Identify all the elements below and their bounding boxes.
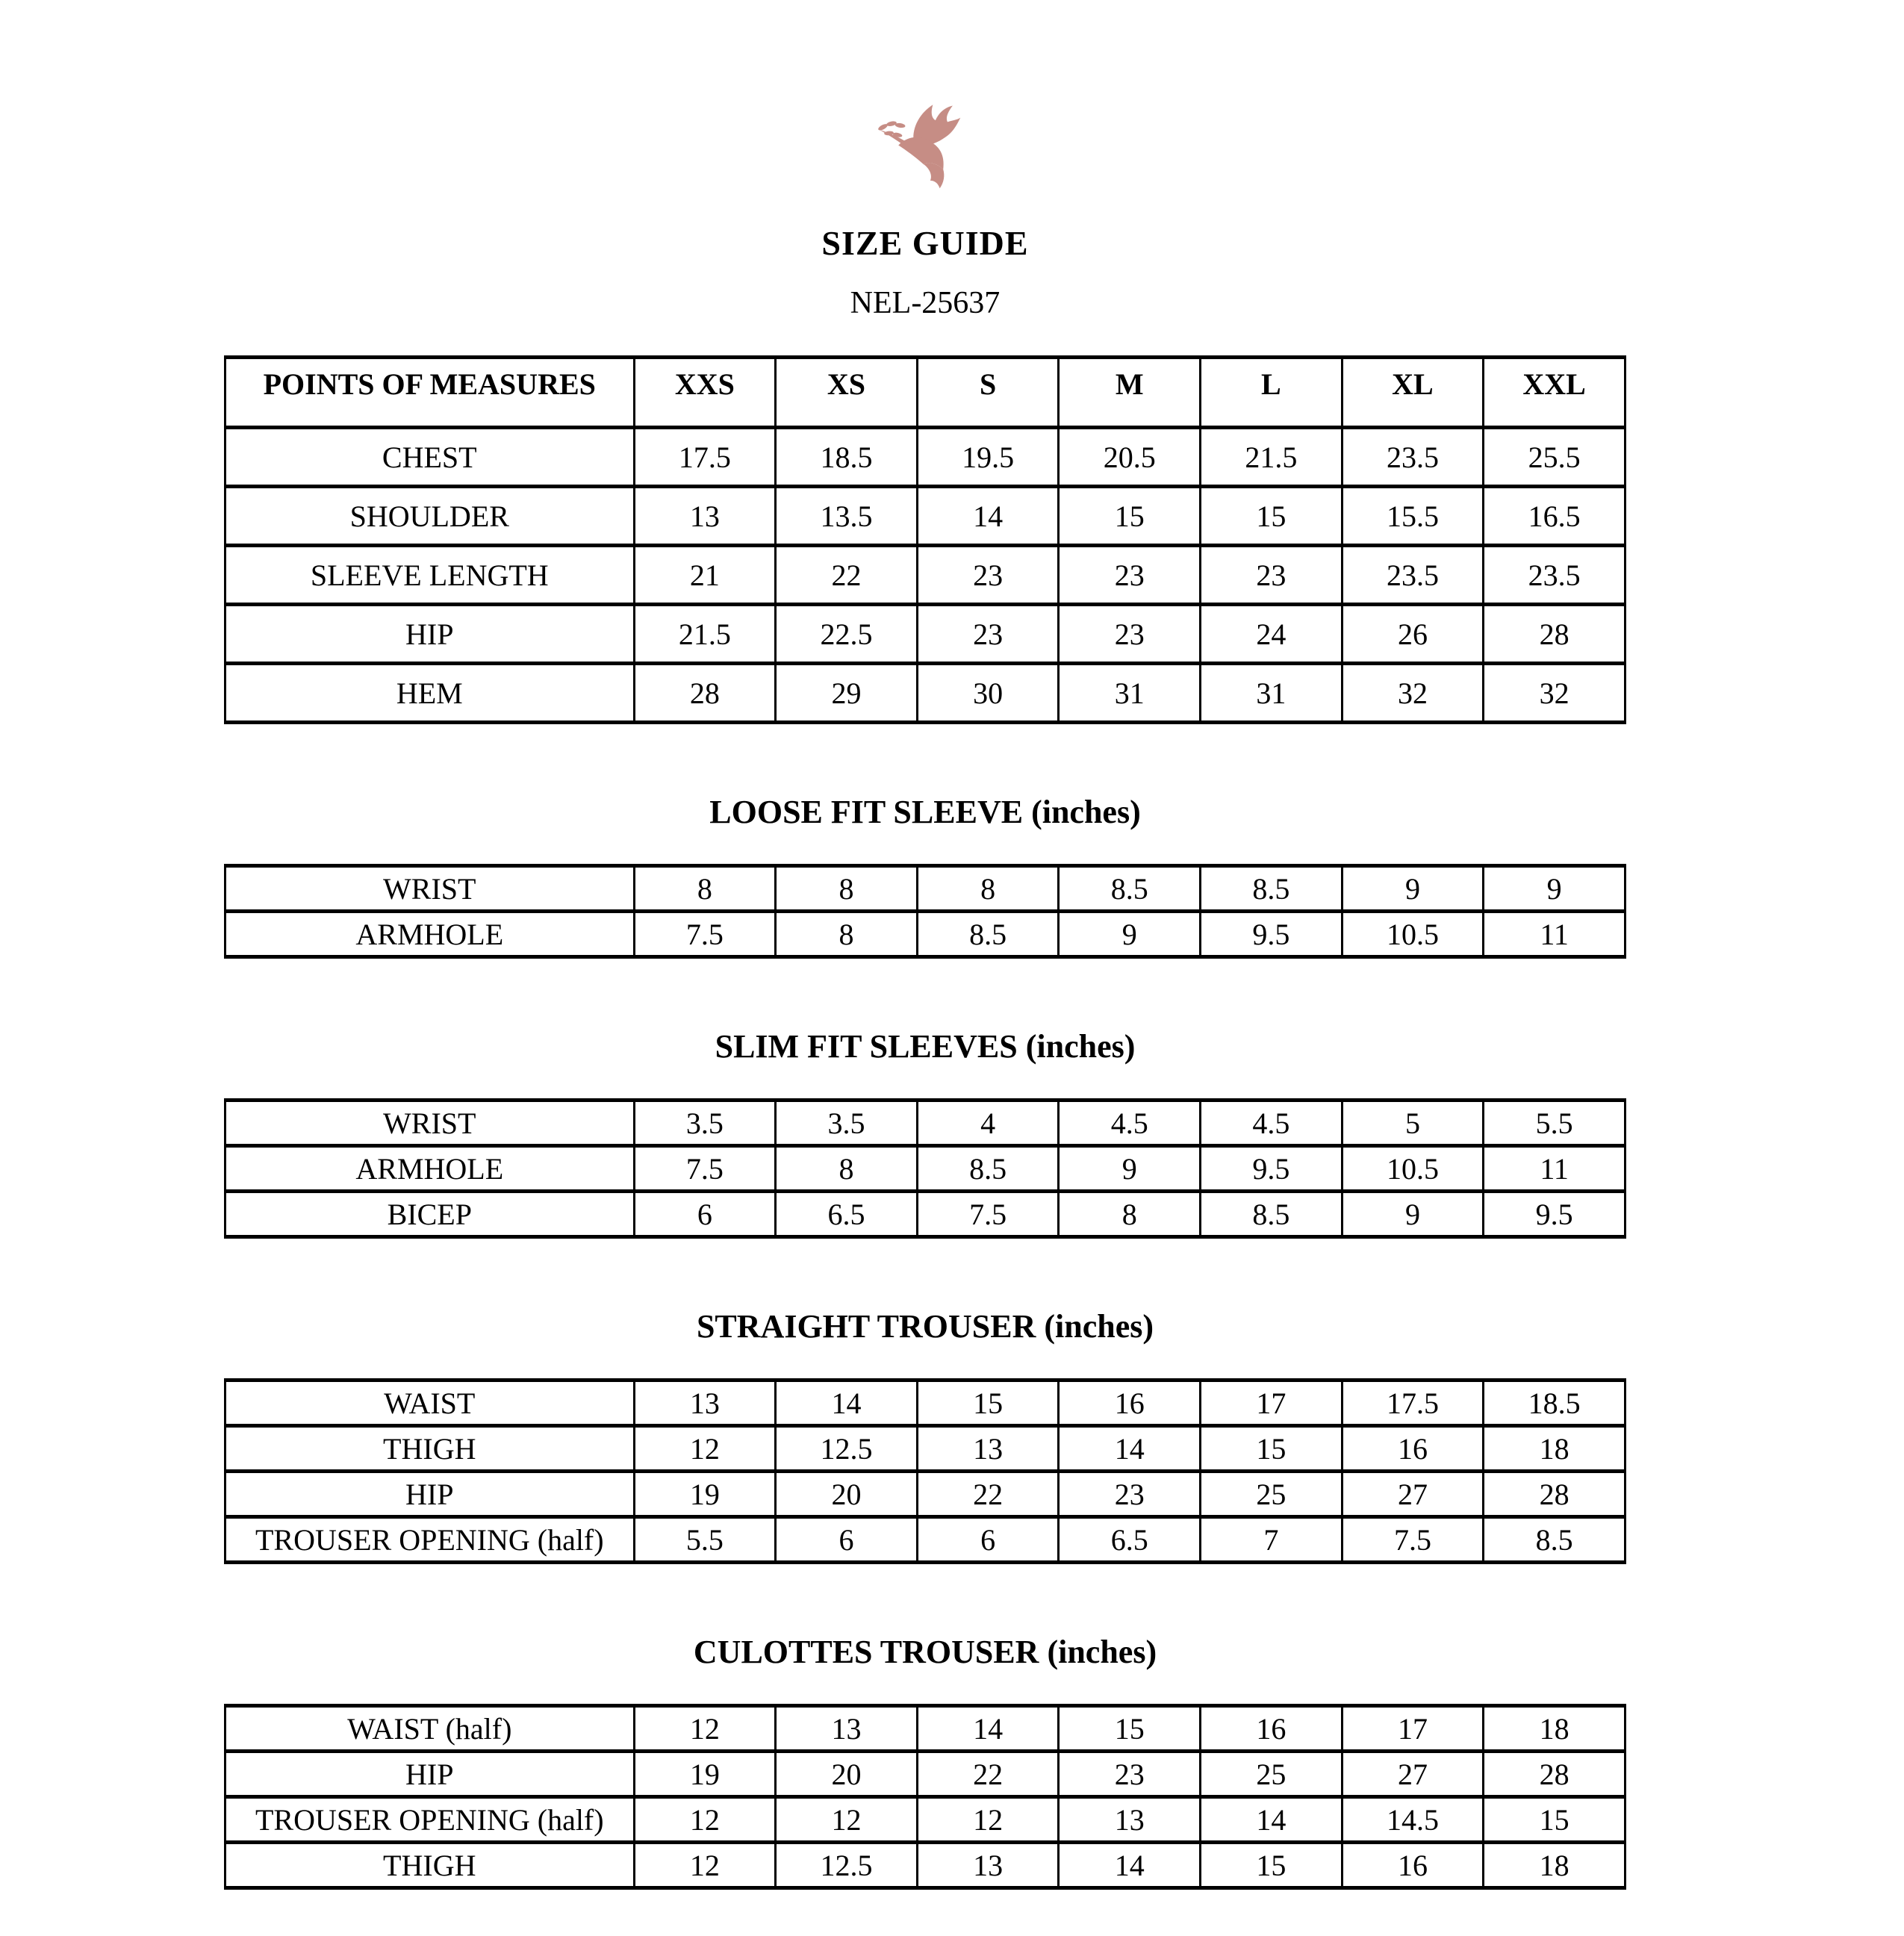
measurement-value: 22 — [776, 546, 918, 605]
loose-fit-sleeve-table — [224, 864, 1626, 959]
column-header-size: M — [1059, 358, 1201, 428]
slim-fit-sleeves-table — [224, 1098, 1626, 1239]
measurement-value: 6 — [917, 1517, 1059, 1563]
measurement-value: 6 — [634, 1192, 776, 1237]
measurement-value: 8.5 — [1201, 1192, 1343, 1237]
measurement-value: 13 — [917, 1843, 1059, 1888]
column-header-size: XS — [776, 358, 918, 428]
measurement-value: 11 — [1484, 1146, 1625, 1192]
measurement-value: 25 — [1201, 1472, 1343, 1517]
measurement-value: 22.5 — [776, 605, 918, 664]
measurement-value: 23.5 — [1484, 546, 1625, 605]
measurement-value: 6 — [776, 1517, 918, 1563]
measurement-value: 9.5 — [1484, 1192, 1625, 1237]
measurement-value: 19 — [634, 1472, 776, 1517]
measurement-value: 15.5 — [1342, 487, 1484, 546]
measurement-value: 14 — [917, 487, 1059, 546]
measurement-value: 22 — [917, 1472, 1059, 1517]
measurement-value: 11 — [1484, 912, 1625, 957]
points-of-measures-table — [224, 355, 1626, 724]
dove-icon — [869, 96, 981, 200]
measurement-value: 17.5 — [1342, 1381, 1484, 1426]
measurement-value: 32 — [1484, 664, 1625, 723]
measurement-value: 15 — [1059, 1706, 1201, 1752]
measurement-value: 8 — [776, 1146, 918, 1192]
row-label: WRIST — [225, 1101, 635, 1146]
row-label: WRIST — [225, 866, 635, 912]
measurement-value: 13 — [917, 1426, 1059, 1472]
section-title-culottes-trouser: CULOTTES TROUSER (inches) — [693, 1634, 1157, 1670]
measurement-value: 31 — [1201, 664, 1343, 723]
measurement-value: 31 — [1059, 664, 1201, 723]
row-label: HIP — [225, 605, 635, 664]
row-label: THIGH — [225, 1843, 635, 1888]
measurement-value: 18.5 — [1484, 1381, 1625, 1426]
row-label: ARMHOLE — [225, 1146, 635, 1192]
measurement-value: 7.5 — [1342, 1517, 1484, 1563]
table-header-row — [225, 358, 1625, 428]
measurement-value: 20 — [776, 1472, 918, 1517]
column-header-points-of-measures: POINTS OF MEASURES — [225, 358, 635, 428]
measurement-value: 23.5 — [1342, 428, 1484, 487]
measurement-value: 16 — [1342, 1426, 1484, 1472]
measurement-value: 14 — [1059, 1843, 1201, 1888]
column-header-size: XL — [1342, 358, 1484, 428]
measurement-value: 7.5 — [917, 1192, 1059, 1237]
measurement-value: 6.5 — [776, 1192, 918, 1237]
measurement-value: 23 — [917, 605, 1059, 664]
measurement-value: 14 — [776, 1381, 918, 1426]
measurement-value: 20 — [776, 1752, 918, 1797]
section-title-slim-fit-sleeves: SLIM FIT SLEEVES (inches) — [715, 1028, 1136, 1065]
measurement-value: 16 — [1201, 1706, 1343, 1752]
table-row — [225, 546, 1625, 605]
measurement-value: 13.5 — [776, 487, 918, 546]
row-label: SLEEVE LENGTH — [225, 546, 635, 605]
measurement-value: 25.5 — [1484, 428, 1625, 487]
measurement-value: 8 — [634, 866, 776, 912]
measurement-value: 21.5 — [634, 605, 776, 664]
measurement-value: 18 — [1484, 1426, 1625, 1472]
measurement-value: 23 — [1059, 605, 1201, 664]
row-label: THIGH — [225, 1426, 635, 1472]
measurement-value: 14 — [917, 1706, 1059, 1752]
measurement-value: 14 — [1201, 1797, 1343, 1843]
measurement-value: 13 — [634, 487, 776, 546]
measurement-value: 18 — [1484, 1706, 1625, 1752]
row-label: WAIST — [225, 1381, 635, 1426]
measurement-value: 12 — [634, 1706, 776, 1752]
measurement-value: 29 — [776, 664, 918, 723]
measurement-value: 10.5 — [1342, 912, 1484, 957]
measurement-value: 21 — [634, 546, 776, 605]
table-row — [225, 1752, 1625, 1797]
table-row — [225, 912, 1625, 957]
measurement-value: 17 — [1342, 1706, 1484, 1752]
table-row — [225, 664, 1625, 723]
measurement-value: 4.5 — [1059, 1101, 1201, 1146]
table-row — [225, 1797, 1625, 1843]
measurement-value: 13 — [634, 1381, 776, 1426]
measurement-value: 15 — [1201, 1843, 1343, 1888]
measurement-value: 12 — [634, 1797, 776, 1843]
culottes-trouser-table — [224, 1704, 1626, 1890]
row-label: HIP — [225, 1752, 635, 1797]
row-label: TROUSER OPENING (half) — [225, 1517, 635, 1563]
table-row — [225, 1381, 1625, 1426]
column-header-size: XXL — [1484, 358, 1625, 428]
measurement-value: 5.5 — [1484, 1101, 1625, 1146]
measurement-value: 5.5 — [634, 1517, 776, 1563]
measurement-value: 13 — [1059, 1797, 1201, 1843]
table-row — [225, 1843, 1625, 1888]
measurement-value: 14.5 — [1342, 1797, 1484, 1843]
row-label: BICEP — [225, 1192, 635, 1237]
measurement-value: 15 — [1201, 1426, 1343, 1472]
measurement-value: 8 — [776, 912, 918, 957]
measurement-value: 23 — [1201, 546, 1343, 605]
measurement-value: 16 — [1059, 1381, 1201, 1426]
measurement-value: 22 — [917, 1752, 1059, 1797]
measurement-value: 12.5 — [776, 1843, 918, 1888]
measurement-value: 9 — [1484, 866, 1625, 912]
measurement-value: 15 — [1059, 487, 1201, 546]
table-row — [225, 866, 1625, 912]
measurement-value: 19.5 — [917, 428, 1059, 487]
table-row — [225, 1517, 1625, 1563]
row-label: WAIST (half) — [225, 1706, 635, 1752]
measurement-value: 9 — [1342, 1192, 1484, 1237]
measurement-value: 9 — [1342, 866, 1484, 912]
row-label: TROUSER OPENING (half) — [225, 1797, 635, 1843]
measurement-value: 9 — [1059, 912, 1201, 957]
measurement-value: 17 — [1201, 1381, 1343, 1426]
measurement-value: 18 — [1484, 1843, 1625, 1888]
row-label: HIP — [225, 1472, 635, 1517]
measurement-value: 12 — [634, 1843, 776, 1888]
brand-logo — [224, 0, 1626, 204]
straight-trouser-table — [224, 1378, 1626, 1564]
measurement-value: 8.5 — [917, 1146, 1059, 1192]
page-title: SIZE GUIDE — [821, 224, 1029, 262]
table-row — [225, 605, 1625, 664]
measurement-value: 8 — [776, 866, 918, 912]
column-header-size: L — [1201, 358, 1343, 428]
measurement-value: 16.5 — [1484, 487, 1625, 546]
measurement-value: 26 — [1342, 605, 1484, 664]
table-row — [225, 428, 1625, 487]
measurement-value: 7.5 — [634, 1146, 776, 1192]
measurement-value: 12 — [634, 1426, 776, 1472]
measurement-value: 15 — [1201, 487, 1343, 546]
measurement-value: 12 — [917, 1797, 1059, 1843]
measurement-value: 27 — [1342, 1752, 1484, 1797]
measurement-value: 30 — [917, 664, 1059, 723]
row-label: CHEST — [225, 428, 635, 487]
measurement-value: 28 — [1484, 605, 1625, 664]
measurement-value: 28 — [634, 664, 776, 723]
measurement-value: 16 — [1342, 1843, 1484, 1888]
measurement-value: 21.5 — [1201, 428, 1343, 487]
measurement-value: 6.5 — [1059, 1517, 1201, 1563]
measurement-value: 28 — [1484, 1472, 1625, 1517]
measurement-value: 8 — [1059, 1192, 1201, 1237]
column-header-size: XXS — [634, 358, 776, 428]
measurement-value: 3.5 — [776, 1101, 918, 1146]
measurement-value: 8.5 — [1201, 866, 1343, 912]
measurement-value: 23.5 — [1342, 546, 1484, 605]
measurement-value: 7 — [1201, 1517, 1343, 1563]
measurement-value: 12.5 — [776, 1426, 918, 1472]
measurement-value: 19 — [634, 1752, 776, 1797]
style-code: NEL-25637 — [850, 286, 1001, 320]
table-row — [225, 1146, 1625, 1192]
measurement-value: 23 — [1059, 1752, 1201, 1797]
measurement-value: 27 — [1342, 1472, 1484, 1517]
measurement-value: 17.5 — [634, 428, 776, 487]
measurement-value: 14 — [1059, 1426, 1201, 1472]
table-row — [225, 1706, 1625, 1752]
size-guide-document — [224, 0, 1626, 1890]
measurement-value: 23 — [917, 546, 1059, 605]
measurement-value: 3.5 — [634, 1101, 776, 1146]
measurement-value: 28 — [1484, 1752, 1625, 1797]
measurement-value: 8.5 — [917, 912, 1059, 957]
measurement-value: 4 — [917, 1101, 1059, 1146]
table-row — [225, 1472, 1625, 1517]
measurement-value: 23 — [1059, 546, 1201, 605]
measurement-value: 20.5 — [1059, 428, 1201, 487]
measurement-value: 8.5 — [1484, 1517, 1625, 1563]
measurement-value: 23 — [1059, 1472, 1201, 1517]
measurement-value: 13 — [776, 1706, 918, 1752]
row-label: HEM — [225, 664, 635, 723]
measurement-value: 15 — [917, 1381, 1059, 1426]
measurement-value: 24 — [1201, 605, 1343, 664]
column-header-size: S — [917, 358, 1059, 428]
measurement-value: 25 — [1201, 1752, 1343, 1797]
measurement-value: 10.5 — [1342, 1146, 1484, 1192]
measurement-value: 8.5 — [1059, 866, 1201, 912]
measurement-value: 5 — [1342, 1101, 1484, 1146]
measurement-value: 18.5 — [776, 428, 918, 487]
table-row — [225, 1101, 1625, 1146]
measurement-value: 9.5 — [1201, 912, 1343, 957]
section-title-straight-trouser: STRAIGHT TROUSER (inches) — [696, 1308, 1154, 1345]
table-row — [225, 1192, 1625, 1237]
measurement-value: 7.5 — [634, 912, 776, 957]
row-label: ARMHOLE — [225, 912, 635, 957]
row-label: SHOULDER — [225, 487, 635, 546]
measurement-value: 4.5 — [1201, 1101, 1343, 1146]
table-row — [225, 487, 1625, 546]
measurement-value: 32 — [1342, 664, 1484, 723]
section-title-loose-fit-sleeve: LOOSE FIT SLEEVE (inches) — [709, 794, 1141, 830]
measurement-value: 9 — [1059, 1146, 1201, 1192]
measurement-value: 8 — [917, 866, 1059, 912]
measurement-value: 15 — [1484, 1797, 1625, 1843]
measurement-value: 9.5 — [1201, 1146, 1343, 1192]
table-row — [225, 1426, 1625, 1472]
measurement-value: 12 — [776, 1797, 918, 1843]
